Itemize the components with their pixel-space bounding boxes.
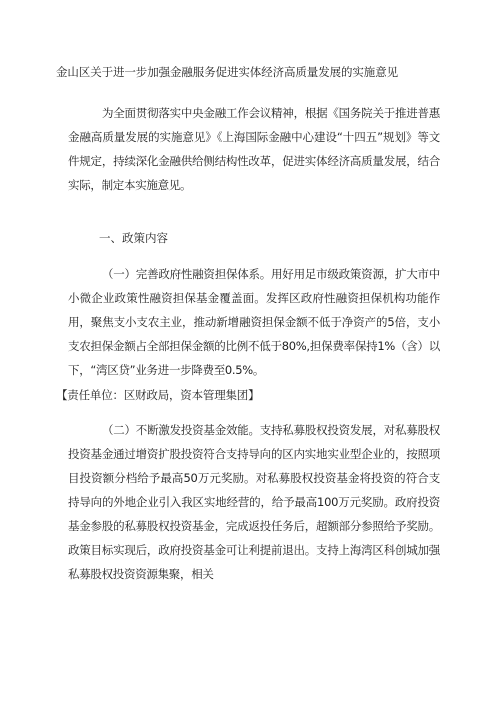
intro-paragraph: 为全面贯彻落实中央金融工作会议精神，根据《国务院关于推进普惠金融高质量发展的实施意见》《上海国际金融中心建设“十四五”规划》等文件规定，持续深化金融供给侧结构性改革，促进实体经济高质量发展，结合实际，制定本实施意见。	[68, 106, 440, 192]
policy-item-1: （一）完善政府性融资担保体系。用好用足市级政策资源，扩大市中小微企业政策性融资担保基金覆盖面。发挥区政府性融资担保机构功能作用，聚焦支小支农主业，推动新增融资担保金额不低于净资产的5倍，支小支农担保金额占全部担保金额的比例不低于80%,担保费率保持1%（含）以下，“湾区贷”业务进一步降费至0.5%。	[68, 267, 440, 377]
section-heading-policy: 一、政策内容	[99, 231, 168, 245]
responsible-units: 【责任单位：区财政局，资本管理集团】	[56, 388, 260, 402]
policy-item-2: （二）不断激发投资基金效能。支持私募股权投资发展，对私募股权投资基金通过增资扩股投资符合支持导向的区内实地实业型企业的，按照项目投资额分档给予最高50万元奖励。对私募股权投资基金将投资的符合支持导向的外地企业引入我区实地经营的，给予最高100万元奖励。政府投资基金参股的私募股权投资基金，完成返投任务后，超额部分参照给予奖励。政策目标实现后，政府投资基金可让利提前退出。支持上海湾区科创城加强私募股权投资资源集聚，相关	[68, 423, 440, 581]
document-title: 金山区关于进一步加强金融服务促进实体经济高质量发展的实施意见	[56, 65, 398, 79]
